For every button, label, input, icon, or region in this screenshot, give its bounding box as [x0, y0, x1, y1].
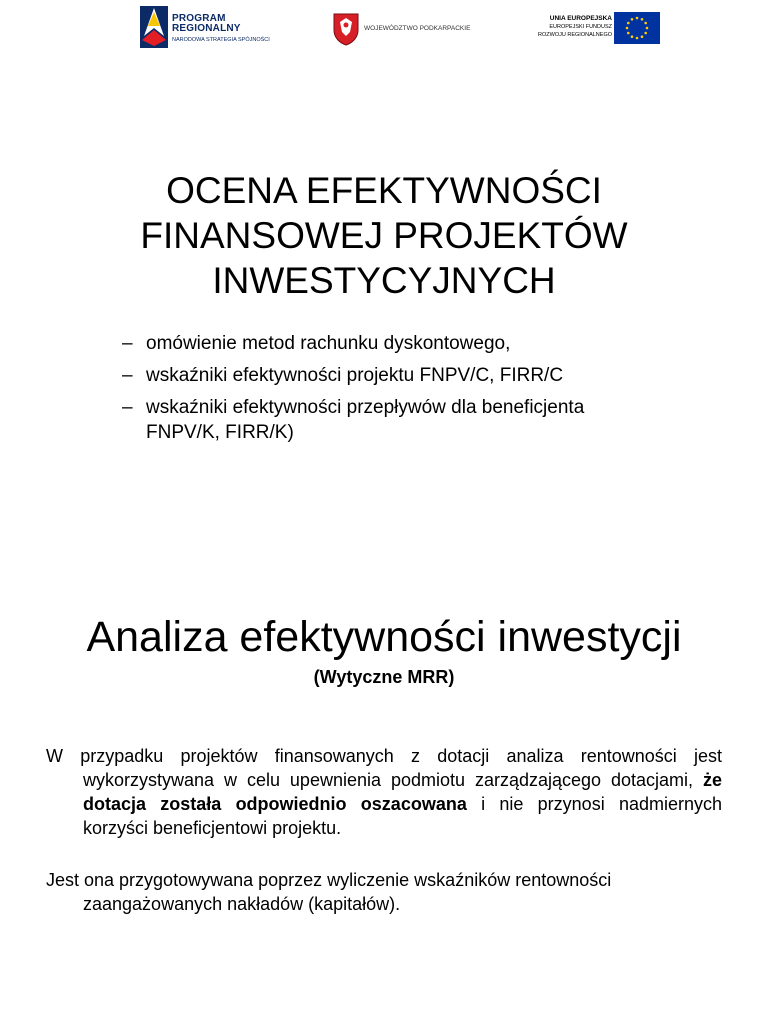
program-logo-line1: PROGRAM [172, 13, 226, 24]
eu-logo [528, 12, 660, 46]
logo-bar [0, 0, 768, 60]
coat-of-arms-icon [332, 12, 360, 46]
program-regionalny-logo [140, 6, 270, 50]
slide1-title-line: OCENA EFEKTYWNOŚCI [166, 170, 602, 211]
slide2-subtitle: (Wytyczne MRR) [313, 667, 455, 687]
slide2-title: Analiza efektywności inwestycji [86, 613, 682, 661]
eu-flag-icon [614, 12, 660, 44]
paragraph-emphasis: że dotacja została odpowiednio oszacowana [83, 770, 722, 814]
paragraph-wskazniki [46, 868, 722, 916]
program-regionalny-emblem-icon [140, 6, 168, 48]
eu-logo-line3: ROZWOJU REGIONALNEGO [538, 32, 612, 38]
paragraph-text: W przypadku projektów finansowanych z dotacji analiza rentowności jest wykorzystywana w celu upewnienia podmiotu zarządzającego dotacjami, [46, 746, 722, 790]
eu-logo-line1: UNIA EUROPEJSKA [549, 15, 612, 22]
wojewodztwo-logo [332, 12, 482, 46]
program-logo-line2: REGIONALNY [172, 23, 241, 34]
program-logo-line3: NARODOWA STRATEGIA SPÓJNOŚCI [172, 37, 270, 43]
slide1-bullet-list [122, 331, 682, 452]
eu-logo-line2: EUROPEJSKI FUNDUSZ [549, 24, 612, 30]
bullet-item: – wskaźniki efektywności projektu FNPV/C, FIRR/C [122, 363, 682, 388]
slide1-title-line: FINANSOWEJ PROJEKTÓW [140, 215, 628, 256]
paragraph-rentownosc [46, 744, 722, 840]
paragraph-text: i nie przynosi nadmiernych korzyści beneficjentowi projektu. [83, 794, 723, 838]
slide1-title [0, 168, 768, 303]
bullet-item: – omówienie metod rachunku dyskontowego, [122, 331, 682, 356]
slide1-title-line: INWESTYCYJNYCH [212, 260, 556, 301]
paragraph-text: Jest ona przygotowywana poprzez wyliczenie wskaźników rentowności zaangażowanych nakładów (kapitałów). [46, 870, 612, 914]
wojewodztwo-text: WOJEWÓDZTWO PODKARPACKIE [364, 25, 471, 32]
bullet-item: – wskaźniki efektywności przepływów dla beneficjenta FNPV/K, FIRR/K) [122, 395, 646, 445]
